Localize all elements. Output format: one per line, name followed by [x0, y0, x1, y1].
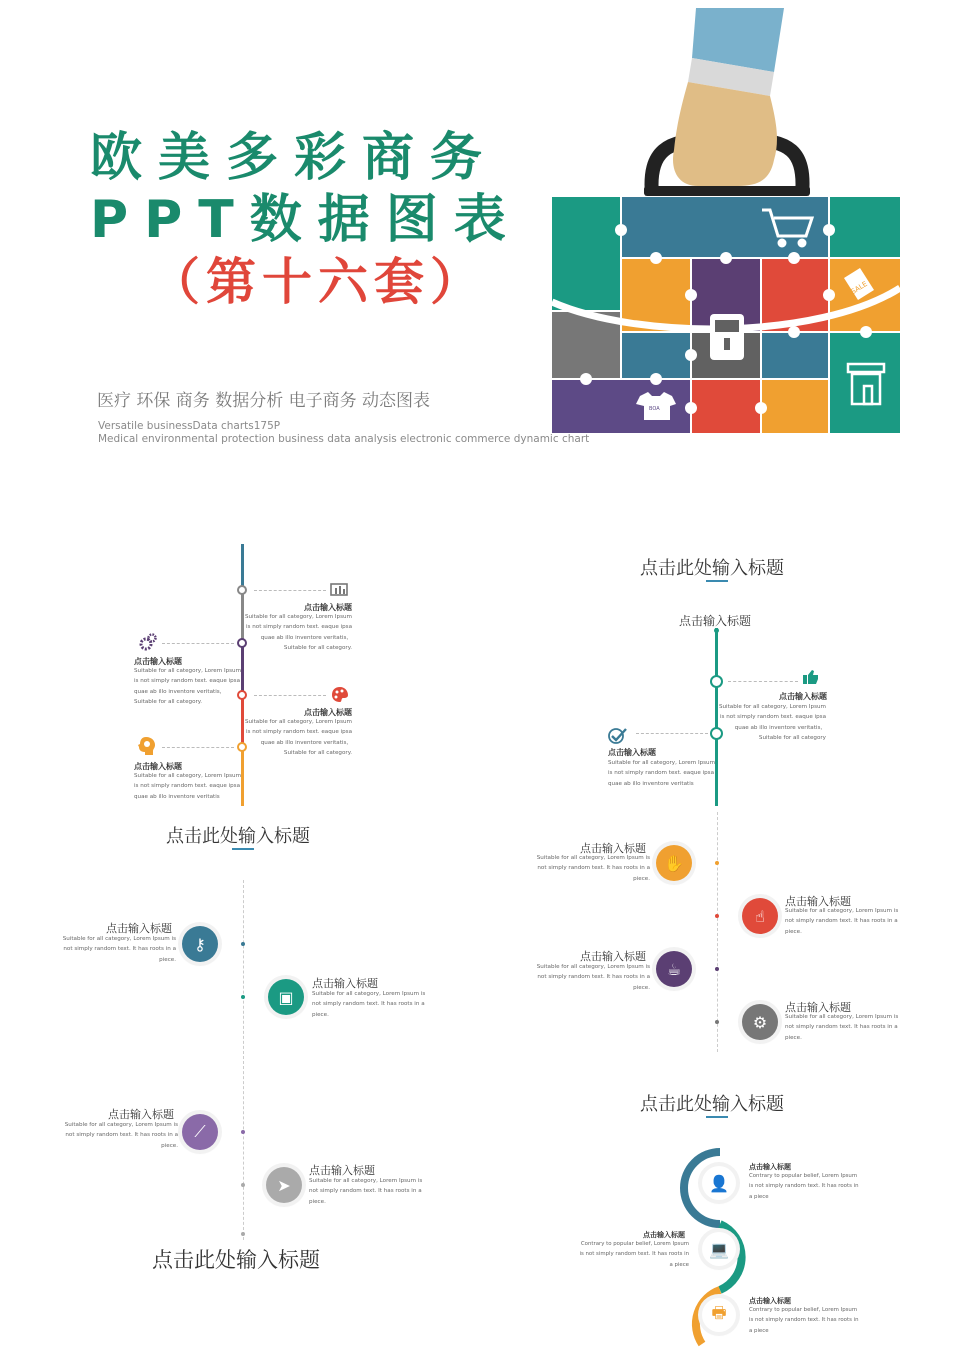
svg-text:BOA: BOA — [649, 406, 660, 412]
snake-section-title: 点击此处输入标题 — [640, 1094, 784, 1115]
timeline1-node-1 — [237, 585, 247, 595]
camera-frame-icon: ▣ — [268, 979, 304, 1015]
t3-section-title: 点击此处输入标题 — [152, 1248, 320, 1272]
t2-item2-body: Suitable for all category, Lorem Ipsum is not simply random text. eaque ipsa quae ab illo inventore veritatis — [608, 760, 716, 787]
t4-axis — [717, 812, 718, 1052]
check-badge-icon — [608, 727, 628, 745]
t4-item1-title: 点击输入标题 — [580, 842, 646, 855]
english-subtitle-1: Versatile businessData charts175P — [98, 420, 281, 432]
t1-item3-body: Suitable for all category, Lorem Ipsum is not simply random text. eaque ipsa quae ab illo inventore veritatis， Suitable for all category. — [244, 719, 352, 757]
t3-item1-title: 点击输入标题 — [106, 922, 172, 935]
snake-item3-body: Contrary to popular belief, Lorem Ipsum is not simply random text. It has roots in a piece — [749, 1307, 859, 1334]
t1-item1-body: Suitable for all category, Lorem Ipsum is not simply random text. eaque ipsa quae ab illo inventore veritatis， Suitable for all category. — [244, 614, 352, 652]
english-subtitle-2: Medical environmental protection business data analysis electronic commerce dynamic chart — [98, 433, 590, 445]
t1-item4-title: 点击输入标题 — [134, 762, 182, 771]
t3-item4-title: 点击输入标题 — [309, 1164, 375, 1177]
t3-item2-title: 点击输入标题 — [312, 977, 378, 990]
t4-item2-body: Suitable for all category, Lorem Ipsum is not simply random text. It has roots in a piece. — [785, 908, 899, 935]
briefcase-illustration — [548, 0, 904, 440]
title-line-2: PPT数据图表 — [90, 190, 522, 250]
head-idea-icon — [137, 736, 157, 756]
person-icon: 👤 — [702, 1166, 736, 1200]
snake-item2-body: Contrary to popular belief, Lorem Ipsum is not simply random text. It has roots in a piece — [579, 1241, 689, 1268]
title-line-1: 欧美多彩商务 — [90, 128, 499, 188]
category-tags: 医疗 环保 商务 数据分析 电子商务 动态图表 — [97, 391, 431, 411]
handshake-icon: ✋ — [656, 845, 692, 881]
thumbs-up-hand-icon: ☝ — [742, 898, 778, 934]
t1-item3-title: 点击输入标题 — [304, 708, 352, 717]
laptop-icon: 💻 — [702, 1232, 736, 1266]
title-line-3: （第十六套） — [150, 253, 486, 311]
snake-item1-body: Contrary to popular belief, Lorem Ipsum is not simply random text. It has roots in a piece — [749, 1173, 859, 1200]
t2-sub-title: 点击输入标题 — [679, 614, 752, 628]
t2-section-title: 点击此处输入标题 — [640, 558, 784, 579]
t3-item1-body: Suitable for all category, Lorem Ipsum is not simply random text. It has roots in a piece. — [62, 936, 176, 963]
t2-item2-title: 点击输入标题 — [608, 748, 656, 757]
t4-item3-body: Suitable for all category, Lorem Ipsum is not simply random text. It has roots in a piece. — [536, 964, 650, 991]
t2-item1-title: 点击输入标题 — [779, 692, 827, 701]
t4-item4-body: Suitable for all category, Lorem Ipsum is not simply random text. It has roots in a piece. — [785, 1014, 899, 1041]
paper-plane-icon: ➤ — [266, 1167, 302, 1203]
t1-item2-body: Suitable for all category, Lorem Ipsum is not simply random text. eaque ipsa quae ab illo inventore veritatis， Suitable for all category. — [134, 668, 242, 706]
t3-item3-body: Suitable for all category, Lorem Ipsum is not simply random text. It has roots in a piece. — [64, 1122, 178, 1149]
t3-item3-title: 点击输入标题 — [108, 1108, 174, 1121]
t1-section-title: 点击此处输入标题 — [166, 826, 310, 847]
snake-item1-title: 点击输入标题 — [749, 1163, 791, 1171]
key-icon: ⚷ — [182, 926, 218, 962]
line-chart-icon: ⟋ — [182, 1114, 218, 1150]
coffee-cup-icon: ☕ — [656, 951, 692, 987]
t1-item2-title: 点击输入标题 — [134, 657, 182, 666]
t1-item4-body: Suitable for all category, Lorem Ipsum is not simply random text. eaque ipsa quae ab illo inventore veritatis — [134, 773, 242, 800]
chart-board-icon — [330, 582, 348, 598]
thumbs-up-icon — [802, 669, 820, 685]
palette-icon — [331, 686, 349, 704]
snake-item3-title: 点击输入标题 — [749, 1297, 791, 1305]
hand-shape — [673, 82, 777, 186]
snake-item2-title: 点击输入标题 — [643, 1231, 685, 1239]
gear-icon: ⚙ — [742, 1004, 778, 1040]
t3-item2-body: Suitable for all category, Lorem Ipsum is not simply random text. It has roots in a piece. — [312, 991, 426, 1018]
t2-item1-body: Suitable for all category, Lorem Ipsum is not simply random text. eaque ipsa quae ab illo inventore veritatis， Suitable for all category — [718, 704, 826, 742]
svg-text:SALE: SALE — [849, 279, 869, 297]
t3-item4-body: Suitable for all category, Lorem Ipsum is not simply random text. It has roots in a piece. — [309, 1178, 423, 1205]
printer-icon: 🖶 — [702, 1298, 736, 1332]
t1-item1-title: 点击输入标题 — [304, 603, 352, 612]
t4-item3-title: 点击输入标题 — [580, 950, 646, 963]
t4-item4-title: 点击输入标题 — [785, 1001, 851, 1014]
t4-item1-body: Suitable for all category, Lorem Ipsum is not simply random text. It has roots in a piece. — [536, 855, 650, 882]
t4-item2-title: 点击输入标题 — [785, 895, 851, 908]
t2-node-1 — [710, 675, 723, 688]
gears-icon — [139, 633, 157, 651]
